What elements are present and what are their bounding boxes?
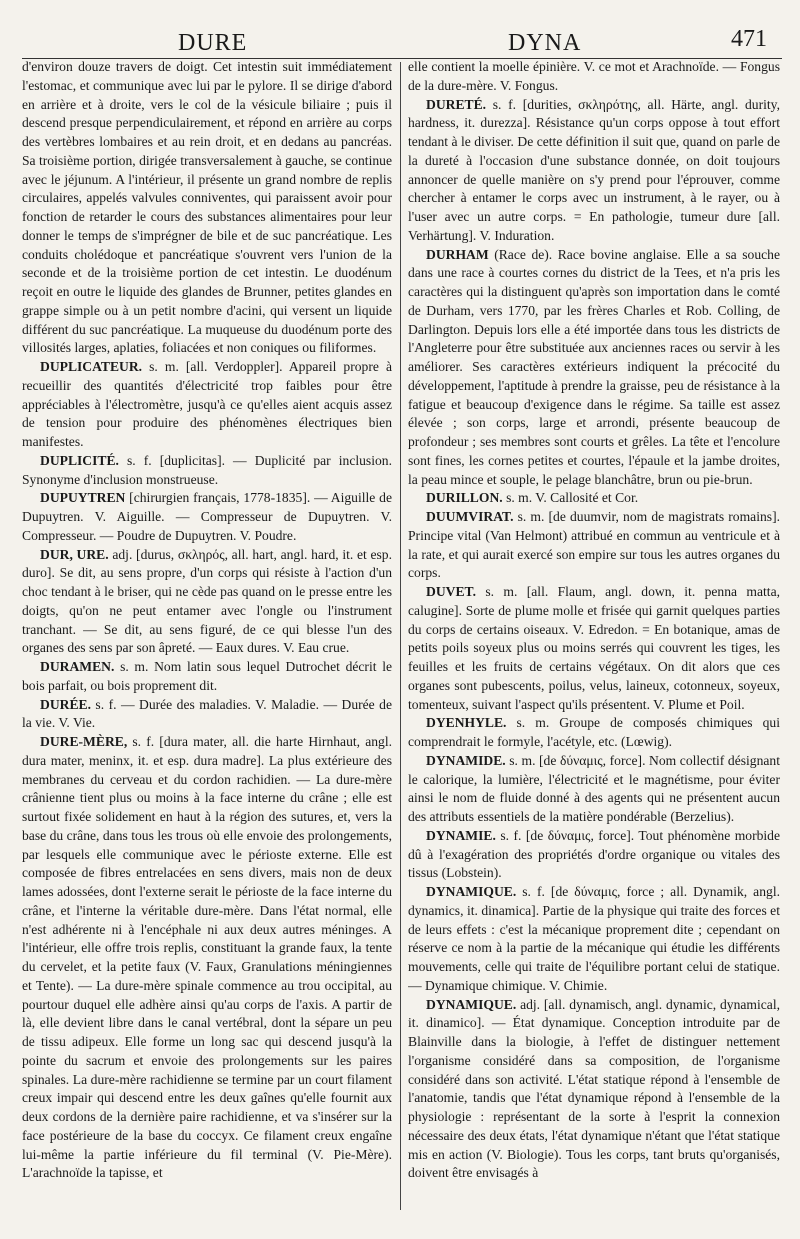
entry-headword: DYNAMIE. <box>426 827 496 843</box>
header-left-word: DURE <box>178 30 248 56</box>
entry-headword: DUUMVIRAT. <box>426 509 514 524</box>
entry-headword: DYNAMIQUE. <box>426 884 517 899</box>
dictionary-entry <box>408 714 780 752</box>
entry-text: (Race de). Race bovine anglaise. Elle a sa souche dans une race à courtes cornes du district de la Tees, et n'a pris les caractères qui la distinguent qu'après son importation dans le comté de Durham, vers 1770, par les frères Charles et Rob. Colling, de Darlington. Depuis lors elle a été importée dans tous les districts de l'Angleterre pour être substituée aux anciennes races ou servir à les améliorer. Ses caractères extérieurs indiquent la précocité du développement, l'aptitude à prendre la graisse, peu de résistance à la fatigue et beaucoup d'exigence dans le régime. Sa taille est assez élevée ; son corps, large et arrondi, présente beaucoup de profondeur ; ses membres sont courts et grêles. La tête et l'encolure sont fines, les cornes petites et courtes, l'épaule et la jambe droites, la peau mince et souple, le pelage blanchâtre, brun ou pie-brun. <box>408 246 780 487</box>
entry-text: s. f. [duplicitas]. — Duplicité par inclusion. Synonyme d'inclusion monstrueuse. <box>22 452 392 487</box>
running-header <box>0 26 800 60</box>
entry-headword: DUPLICATEUR. <box>40 359 143 374</box>
entry-headword: DURILLON. <box>426 490 503 506</box>
entry-headword: DURE-MÈRE, <box>40 734 128 749</box>
entry-text: adj. [durus, σκληρός, all. hart, angl. hard, it. et esp. duro]. Se dit, au sens propre, d'un corps qui résiste à l'action d'un choc tendant à le briser, qui ne cède pas quand on le presse entre les doigts, qu'on ne peut entamer avec l'ongle ou l'instrument tranchant. — Se dit, au sens figuré, de ce qui blesse l'un des organes des sens par son âpreté. — Eaux dures. V. Eau crue. <box>22 546 392 656</box>
entry-text: [chirurgien français, 1778-1835]. — Aiguille de Dupuytren. V. Aiguille. — Compresseur de Dupuytren. V. Compresseur. — Poudre de Dupuytren. V. Poudre. <box>22 490 392 543</box>
entry-text: s. m. Groupe de composés chimiques qui comprendrait le formyle, l'acétyle, etc. (Lœwig). <box>408 715 780 749</box>
entry-text: s. f. [de δύναμις, force ; all. Dynamik, angl. dynamics, it. dinamica]. Partie de la physique qui traite des forces et de leurs effets : c'est la mécanique proprement dite ; cependant on réserve ce nom à la partie de la mécanique qui étudie les différents mouvements, celle qui traite de l'équilibre portant celui de statique. — Dynamique chimique. V. Chimie. <box>408 884 780 993</box>
entry-text: s. f. [dura mater, all. die harte Hirnhaut, angl. dura mater, meninx, it. et esp. dura madre]. La plus extérieure des membranes du cerveau et du cordon rachidien. — La dure-mère crânienne tient plus ou moins à la face interne du crâne ; elle est surtout fixée solidement en haut à la région des sutures, et, vers la base du crâne, dans tous les trous où elle envoie des prolongements, par lesquels elle communique avec le périoste externe. Elle est composée de fibres entrelacées en sens divers, mais non de deux lames adossées, dont l'externe serait le périoste de la face interne du crâne, et l'interne la véritable dure-mère. Dans l'état normal, elle n'est adhérente ni à l'encéphale ni aux deux autres méninges. A l'intérieur, elle offre trois replis, constituant la grande faux, la tente du cervelet, et la petite faux (V. Faux, Granulations méningiennes et Tente). — La dure-mère spinale commence au trou occipital, au pourtour duquel elle adhère ainsi qu'au corps de l'axis. A partir de là, elle devient libre dans le canal vertébral, dont la sépare un peu de tissu adipeux. Elle forme un long sac qui descend jusqu'à la pointe du sacrum et envoie des prolongements sur les paires spinales. La dure-mère rachidienne se termine par un court filament creux impair qui descend entre les deux gaînes qu'elle fournit aux deux cordons de la dernière paire rachidienne, et va s'insérer sur la face postérieure de la base du coccyx. Ce filament creux engaîne lui-même la partie inférieure du fil terminal (V. Pie-Mère). L'arachnoïde la tapisse, et <box>22 734 392 1181</box>
dictionary-entry <box>408 508 780 583</box>
dictionary-entry <box>408 489 780 508</box>
entry-continuation <box>408 58 780 96</box>
dictionary-entry <box>408 883 780 996</box>
page-number: 471 <box>731 26 767 52</box>
dictionary-entry <box>408 996 780 1184</box>
dictionary-entry <box>408 583 780 714</box>
entry-headword: DURÉE. <box>40 696 91 712</box>
entry-text: s. m. [de duumvir, nom de magistrats romains]. Principe vital (Van Helmont) attribué en commun au ventricule et à la rate, et qui aurait exercé son empire sur tous les autres organes du corps. <box>408 509 780 581</box>
entry-headword: DYNAMIDE. <box>426 752 506 768</box>
entry-text: s. m. [all. Verdoppler]. Appareil propre à recueillir des quantités d'électricité trop faibles pour être appréciables à l'électromètre, jusqu'à ce qu'elles aient acquis assez de tension pour produire des phénomènes électriques bien manifestes. <box>22 359 392 449</box>
dictionary-entry <box>408 96 780 246</box>
entry-text: s. f. [de δύναμις, force]. Tout phénomène morbide dû à l'exagération des propriétés d'ordre organique ou vitales des tissus (Lobstein). <box>408 827 780 881</box>
entry-headword: DYNAMIQUE. <box>426 996 517 1012</box>
entry-text: elle contient la moelle épinière. V. ce mot et Arachnoïde. — Fongus de la dure-mère. V. Fongus. <box>408 59 780 93</box>
entry-headword: DURETÉ. <box>426 96 487 112</box>
left-column <box>22 58 392 1218</box>
right-column <box>408 58 780 1218</box>
entry-text: s. f. — Durée des maladies. V. Maladie. — Durée de la vie. V. Vie. <box>22 696 392 731</box>
entry-headword: DURAMEN. <box>40 659 115 674</box>
entry-text: s. m. [all. Flaum, angl. down, it. penna matta, calugine]. Sorte de plume molle et frisée qui garnit quelques parties du corps de certains oiseaux. V. Edredon. = En botanique, amas de petits poils soyeux plus ou moins serrés qui couvrent les tiges, les feuilles et les fruits de certains végétaux. On dit alors que ces organes sont pubescents, poilus, velus, laineux, cotonneux, soyeux, tomenteux, suivant l'aspect qu'ils présentent. V. Plume et Poil. <box>408 584 780 712</box>
dictionary-entry <box>22 452 392 490</box>
entry-text: s. m. Nom latin sous lequel Dutrochet décrit le bois parfait, ou bois proprement dit. <box>22 659 392 693</box>
dictionary-entry <box>22 489 392 545</box>
entry-text: s. m. [de δύναμις, force]. Nom collectif désignant le calorique, la lumière, l'électricité et le magnétisme, pour éviter ainsi le nom de fluide donné à des agents qui ne présentent aucun des attributs essentiels de la matière pondérable (Berzelius). <box>408 752 780 824</box>
entry-headword: DYENHYLE. <box>426 715 507 731</box>
dictionary-entry <box>22 733 392 1183</box>
dictionary-entry <box>22 696 392 734</box>
entry-headword: DUPLICITÉ. <box>40 452 119 468</box>
entry-headword: DUVET. <box>426 584 476 599</box>
entry-text: adj. [all. dynamisch, angl. dynamic, dynamical, it. dinamico]. — État dynamique. Conception introduite par de Blainville dans la biologie, à l'effet de distinguer nettement l'organisme considéré dans sa composition, de l'organisme considéré dans son activité. L'état statique répond à l'ensemble de l'anatomie, tandis que l'état dynamique répond à l'ensemble de la physiologie : représentant de la sorte à l'esprit la connexion nécessaire des deux états, l'état dynamique n'étant que l'état statique mis en action (V. Biologie). Tous les corps, tant bruts qu'organisés, doivent être envisagés à <box>408 996 780 1181</box>
entry-text: s. m. V. Callosité et Cor. <box>502 490 639 506</box>
dictionary-entry <box>22 358 392 452</box>
dictionary-entry <box>408 246 780 490</box>
entry-headword: DURHAM <box>426 246 489 262</box>
entry-continuation <box>22 58 392 358</box>
dictionary-entry <box>22 658 392 696</box>
entry-headword: DUPUYTREN <box>40 490 126 506</box>
entry-text: d'environ douze travers de doigt. Cet intestin suit immédiatement l'estomac, et communique avec lui par le pylore. Il se dirige d'abord en arrière et à droite, vers le col de la vésicule biliaire ; puis il descend presque perpendiculairement, et répond en arrière au corps des vertèbres lombaires et au rein droit, et en dedans au pancréas. Sa troisième portion, dirigée transversalement à gauche, se continue avec le jéjunum. A l'intérieur, il présente un grand nombre de replis circulaires, appelés valvules conniventes, qui paraissent avoir pour fonction de retarder le cours des substances alimentaires pour leur donner le temps de s'imprégner de bile et de suc pancréatique. Les conduits cholédoque et pancréatique s'ouvrent vers l'union de la seconde et de la troisième portion de cet intestin. Le duodénum reçoit en outre le liquide des glandes de Brunner, petites glandes en grappe simple ou à un petit nombre d'acini, qui versent un liquide différent du suc pancréatique. La muqueuse du duodénum porte des villosités larges, aplaties, foliacées et non coniques ou filiformes. <box>22 59 392 356</box>
dictionary-entry <box>408 752 780 827</box>
dictionary-entry <box>408 827 780 883</box>
column-divider <box>400 62 401 1210</box>
header-right-word: DYNA <box>508 30 582 56</box>
dictionary-entry <box>22 546 392 659</box>
entry-headword: DUR, URE. <box>40 546 109 562</box>
entry-text: s. f. [durities, σκληρότης, all. Härte, angl. durity, hardness, it. durezza]. Résistance qu'un corps oppose à tout effort tendant à le diviser. De cette définition il suit que, quand on parle de la dureté à l'occasion d'une substance donnée, on doit toujours annoncer de quelle manière on s'y prend pour l'éprouver, comme chercher à entamer le corps avec un instrument, à le rayer, ou à l'user avec un autre corps. = En pathologie, tumeur dure [all. Verhärtung]. V. Induration. <box>408 96 780 243</box>
